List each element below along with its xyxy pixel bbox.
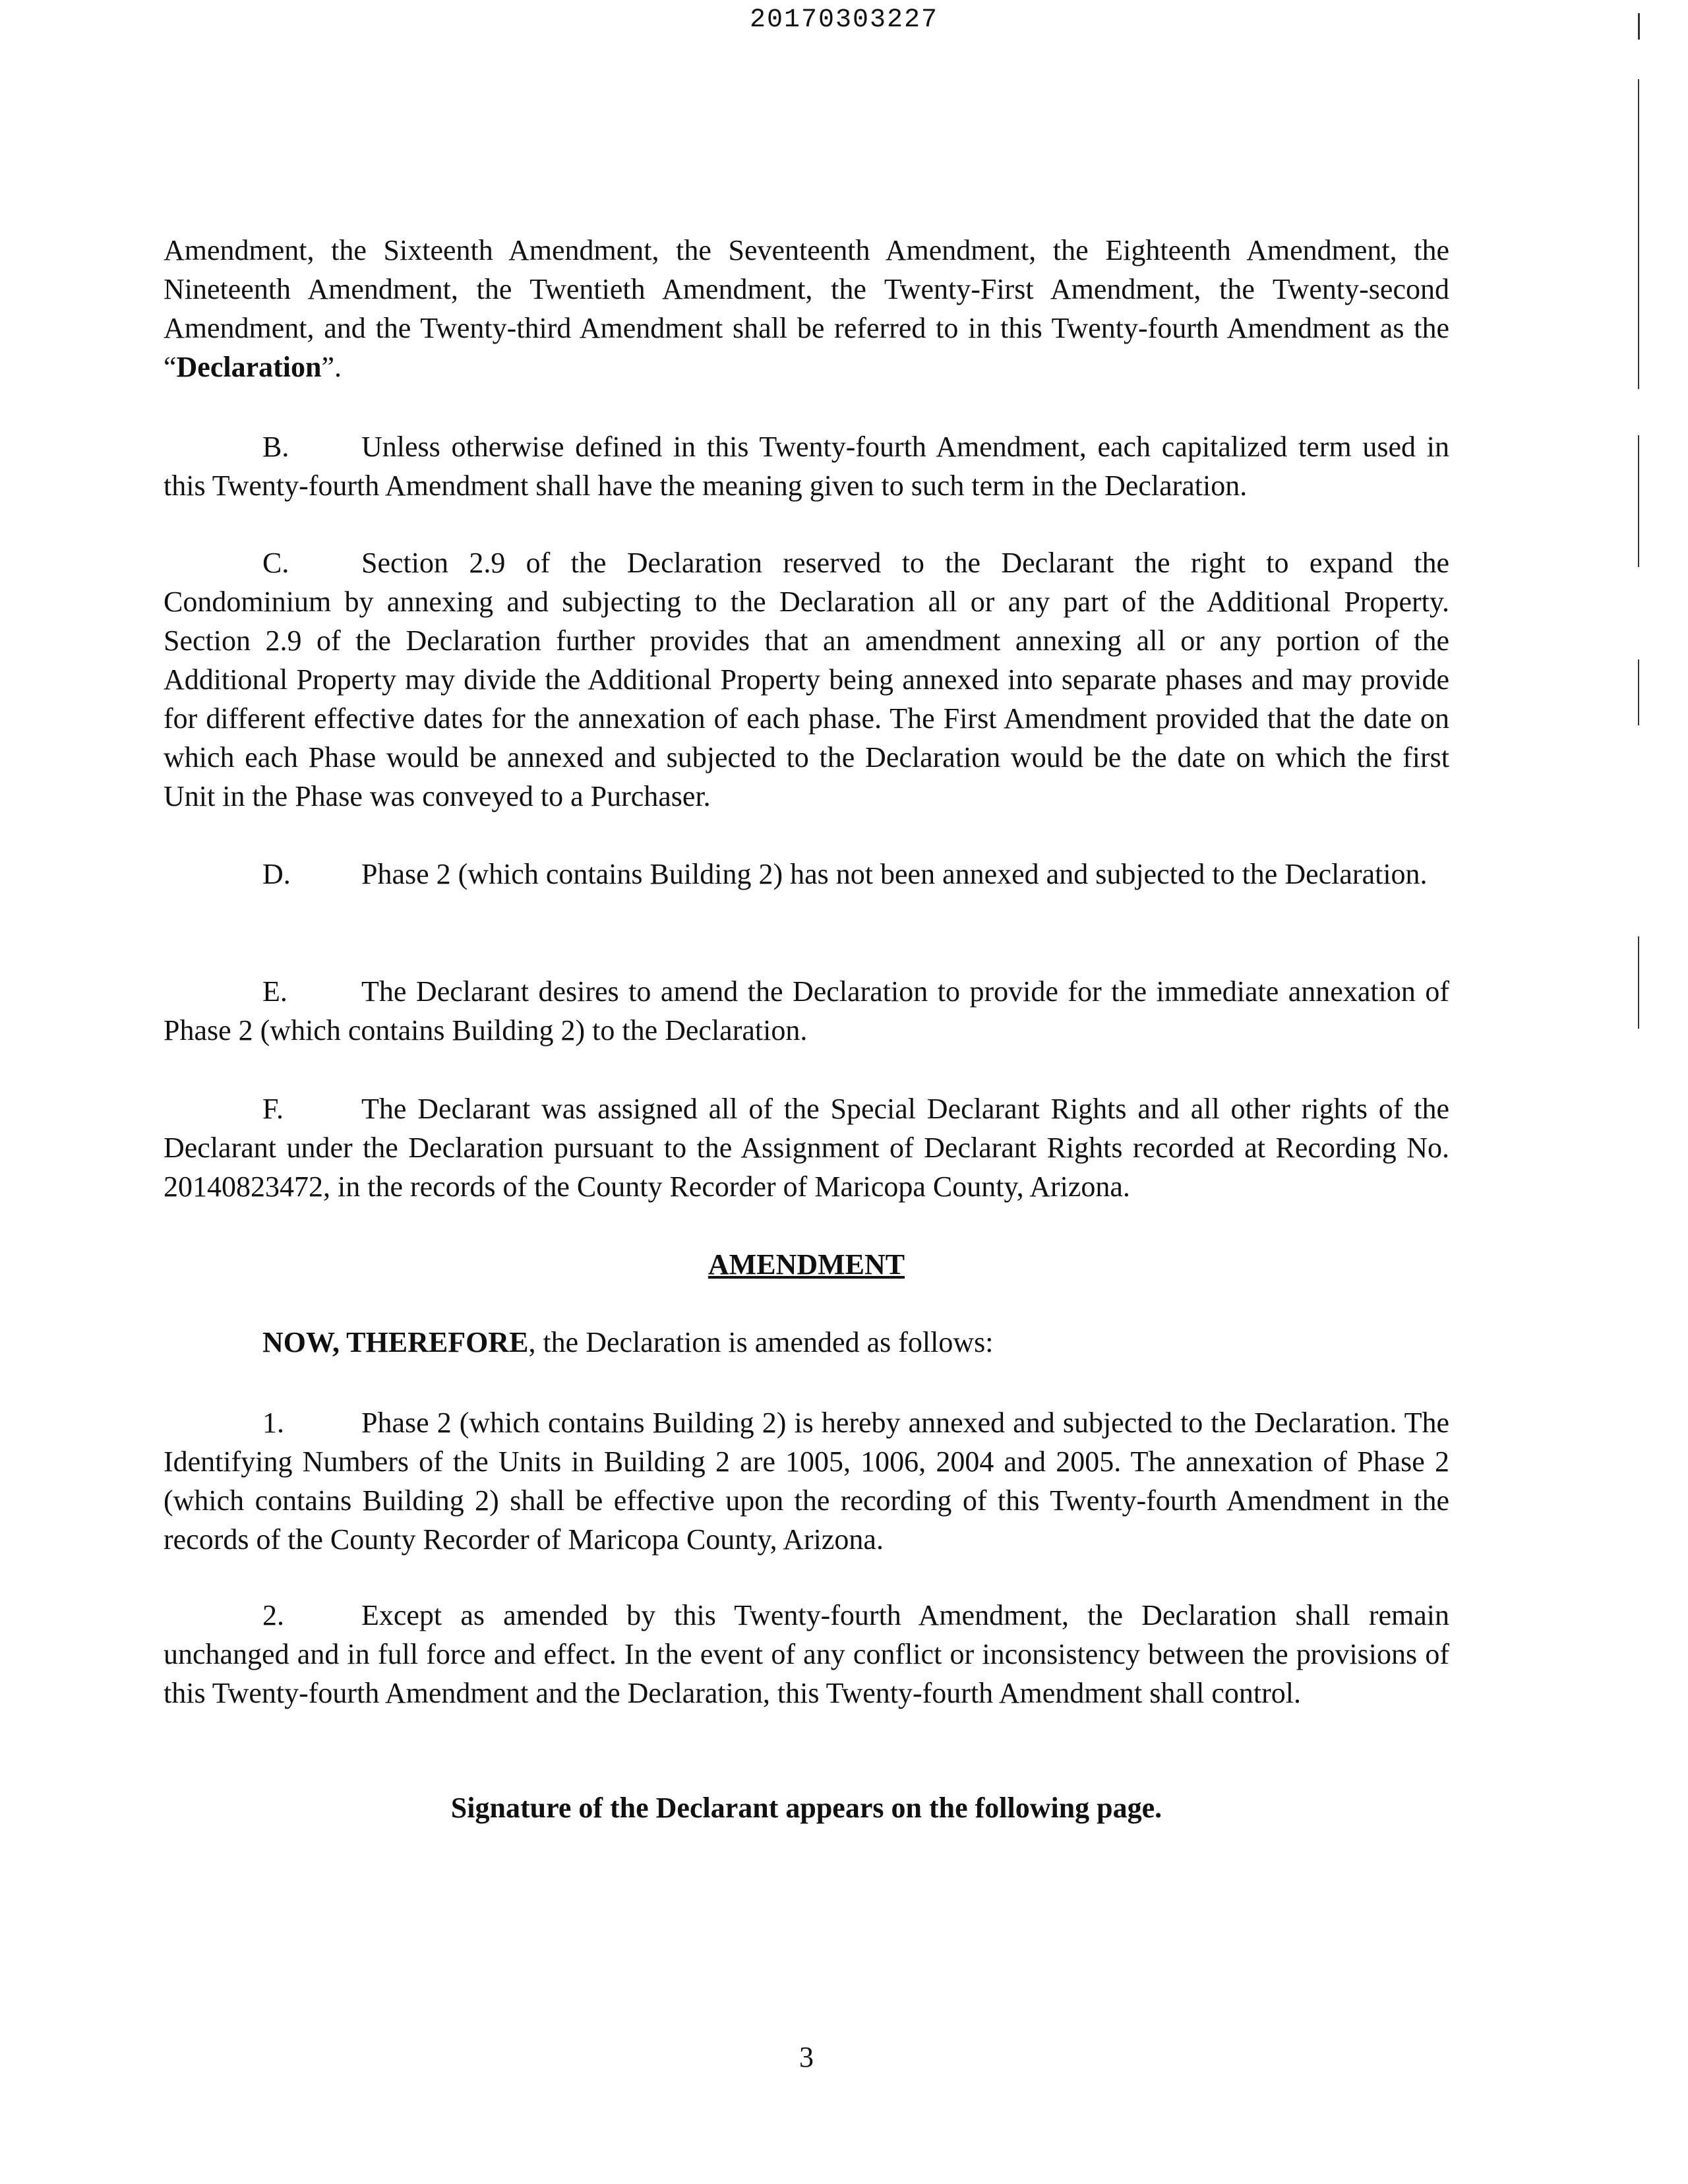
scan-margin-line	[1638, 659, 1639, 725]
now-therefore-text: , the Declaration is amended as follows:	[528, 1326, 994, 1358]
scan-margin-line	[1638, 435, 1639, 567]
amendment-heading: AMENDMENT	[708, 1248, 905, 1281]
recital-text: Unless otherwise defined in this Twenty-fourth Amendment, each capitalized term used in this Twenty-fourth Amendment shall have the meaning given to such term in the Declaration.	[164, 431, 1449, 502]
recital-b	[164, 427, 1449, 505]
section-1	[164, 1403, 1449, 1559]
section-text: Except as amended by this Twenty-fourth Amendment, the Declaration shall remain unchanged and in full force and effect. In the event of any conflict or inconsistency between the provisions of this Twenty-fourth Amendment and the Declaration, this Twenty-fourth Amendment shall control.	[164, 1599, 1449, 1709]
scan-margin-line	[1638, 936, 1639, 1029]
recital-label: D.	[262, 858, 291, 890]
recital-a-closing: ”.	[321, 351, 342, 383]
recital-c	[164, 543, 1449, 816]
recital-label: C.	[262, 547, 289, 579]
declaration-defined-term: Declaration	[176, 351, 322, 383]
now-therefore-clause	[262, 1325, 993, 1359]
recital-text: Phase 2 (which contains Building 2) has not been annexed and subjected to the Declaration.	[361, 858, 1428, 890]
section-text: Phase 2 (which contains Building 2) is hereby annexed and subjected to the Declaration. The Identifying Numbers of the Units in Building 2 are 1005, 1006, 2004 and 2005. The annexation of Phase 2 (which contains Building 2) shall be effective upon the recording of this Twenty-fourth Amendment in the records of the County Recorder of Maricopa County, Arizona.	[164, 1407, 1449, 1556]
scan-margin-line	[1638, 13, 1640, 40]
section-2	[164, 1596, 1449, 1713]
recital-text: The Declarant desires to amend the Declaration to provide for the immediate annexation of Phase 2 (which contains Building 2) to the Declaration.	[164, 975, 1449, 1046]
recital-d	[164, 855, 1449, 894]
recital-text: The Declarant was assigned all of the Special Declarant Rights and all other rights of the Declarant under the Declaration pursuant to the Assignment of Declarant Rights recorded at Recording No. 20140823472, in the records of the County Recorder of Maricopa County, Arizona.	[164, 1093, 1449, 1203]
recital-text: Section 2.9 of the Declaration reserved to the Declarant the right to expand the Condominium by annexing and subjecting to the Declaration all or any part of the Additional Property. Section 2.9 of the Declaration further provides that an amendment annexing all or any portion of the Additional Property may divide the Additional Property being annexed into separate phases and may provide for different effective dates for the annexation of each phase. The First Amendment provided that the date on which each Phase would be annexed and subjected to the Declaration would be the date on which the first Unit in the Phase was conveyed to a Purchaser.	[164, 547, 1449, 812]
now-therefore-bold: NOW, THEREFORE	[262, 1326, 529, 1358]
recital-a-continuation	[164, 231, 1449, 386]
signature-note: Signature of the Declarant appears on the following page.	[450, 1792, 1162, 1824]
scan-margin-line	[1638, 79, 1639, 389]
page-number: 3	[799, 2041, 814, 2073]
section-label: 1.	[262, 1407, 284, 1439]
recital-f	[164, 1089, 1449, 1206]
recital-a-text: Amendment, the Sixteenth Amendment, the Seventeenth Amendment, the Eighteenth Amendment, the Nineteenth Amendment, the Twentieth Amendment, the Twenty-First Amendment, the Twenty-second Amendment, and the Twenty-third Amendment shall be referred to in this Twenty-fourth Amendment as the “	[164, 234, 1449, 383]
section-label: 2.	[262, 1599, 284, 1631]
recital-label: F.	[262, 1093, 284, 1125]
recital-label: E.	[262, 975, 287, 1008]
recital-label: B.	[262, 431, 289, 463]
recording-number: 20170303227	[749, 5, 939, 35]
recital-e	[164, 972, 1449, 1050]
